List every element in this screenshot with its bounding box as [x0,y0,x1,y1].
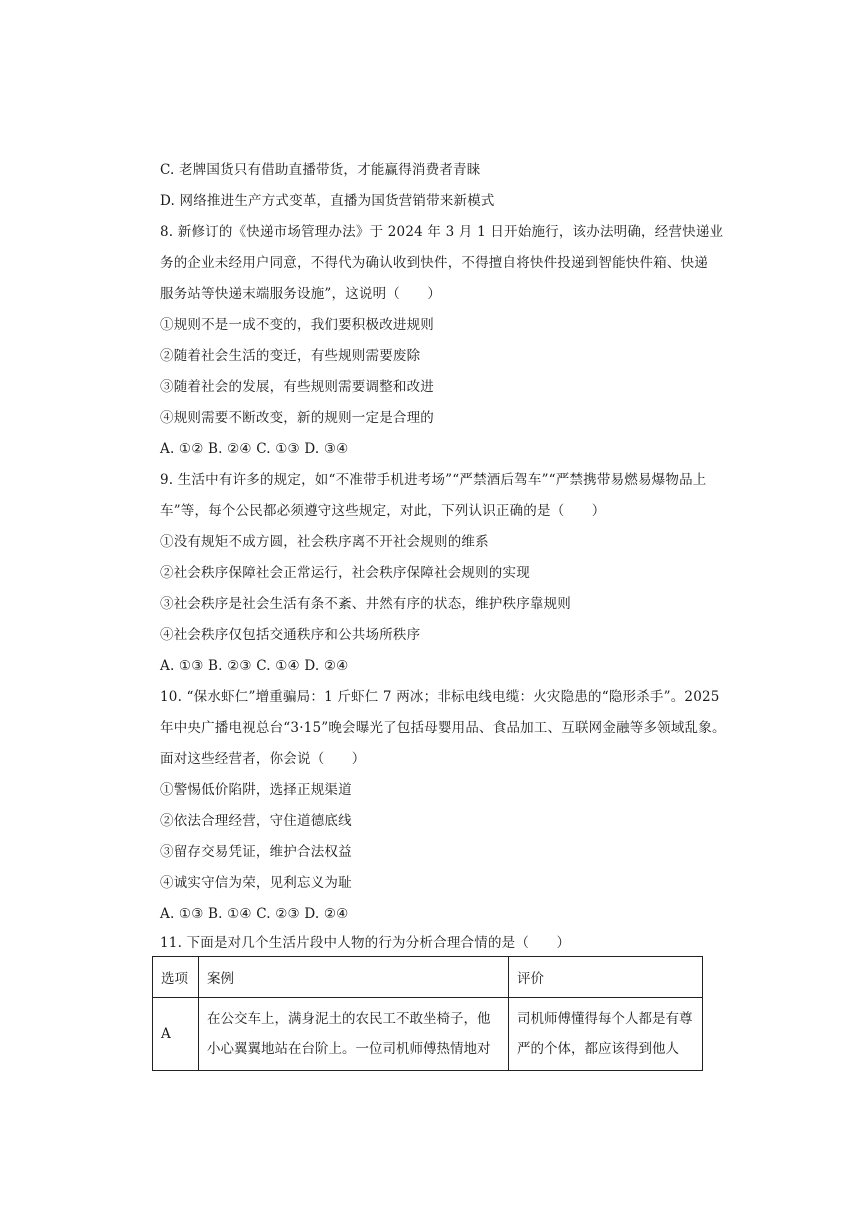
option-c-line: C. 老牌国货只有借助直播带货，才能赢得消费者青睐 [160,162,481,178]
question-8-line-1: 8. 新修订的《快递市场管理办法》于 2024 年 3 月 1 日开始施行，该办法明确，经营快递业 [160,224,724,240]
header-evaluation: 评价 [509,957,703,998]
question-10-line-2: 年中央广播电视总台“3·15”晚会曝光了包括母婴用品、食品加工、互联网金融等多领域乱象。 [160,720,726,736]
question-8-choice-4: ④规则需要不断改变，新的规则一定是合理的 [160,410,434,426]
question-10-line-3: 面对这些经营者，你会说（ ） [160,751,366,767]
question-10-line-1: 10. “保水虾仁”增重骗局：1 斤虾仁 7 两冰；非标电线电缆：火灾隐患的“隐形杀手”。2025 [160,689,720,705]
question-10-choice-3: ③留存交易凭证，维护合法权益 [160,844,352,860]
question-10-choice-4: ④诚实守信为荣，见利忘义为耻 [160,875,352,891]
header-option: 选项 [153,957,199,998]
question-8-answers: A. ①② B. ②④ C. ①③ D. ③④ [160,441,349,457]
question-10-choice-1: ①警惕低价陷阱，选择正规渠道 [160,782,352,798]
question-10-answers: A. ①③ B. ①④ C. ②③ D. ②④ [160,906,349,922]
header-case: 案例 [199,957,509,998]
question-8-line-3: 服务站等快递末端服务设施”，这说明（ ） [160,286,442,302]
question-8-choice-1: ①规则不是一成不变的，我们要积极改进规则 [160,317,434,333]
question-11-line-1: 11. 下面是对几个生活片段中人物的行为分析合理合情的是（ ） [160,935,571,951]
question-9-choice-2: ②社会秩序保障社会正常运行，社会秩序保障社会规则的实现 [160,565,530,581]
question-9-choice-1: ①没有规矩不成方圆，社会秩序离不开社会规则的维系 [160,534,489,550]
row-case: 在公交车上，满身泥土的农民工不敢坐椅子，他小心翼翼地站在台阶上。一位司机师傅热情地对 [199,998,509,1071]
question-8-choice-3: ③随着社会的发展，有些规则需要调整和改进 [160,379,434,395]
row-evaluation: 司机师傅懂得每个人都是有尊严的个体，都应该得到他人 [509,998,703,1071]
question-8-choice-2: ②随着社会生活的变迁，有些规则需要废除 [160,348,421,364]
question-9-choice-4: ④社会秩序仅包括交通秩序和公共场所秩序 [160,627,421,643]
question-8-line-2: 务的企业未经用户同意，不得代为确认收到快件，不得擅自将快件投递到智能快件箱、快递 [160,255,708,271]
row-option: A [153,998,199,1071]
question-10-choice-2: ②依法合理经营，守住道德底线 [160,813,352,829]
option-d-line: D. 网络推进生产方式变革，直播为国货营销带来新模式 [160,193,495,209]
table-row [153,998,703,1071]
question-9-line-2: 车”等，每个公民都必须遵守这些规定，对此，下列认识正确的是（ ） [160,503,606,519]
question-9-answers: A. ①③ B. ②③ C. ①④ D. ②④ [160,658,349,674]
question-9-choice-3: ③社会秩序是社会生活有条不紊、井然有序的状态，维护秩序靠规则 [160,596,571,612]
question-9-line-1: 9. 生活中有许多的规定，如“不准带手机进考场”“严禁酒后驾车”“严禁携带易燃易爆物品上 [160,472,707,488]
case-table [152,956,703,1071]
table-header-row [153,957,703,998]
